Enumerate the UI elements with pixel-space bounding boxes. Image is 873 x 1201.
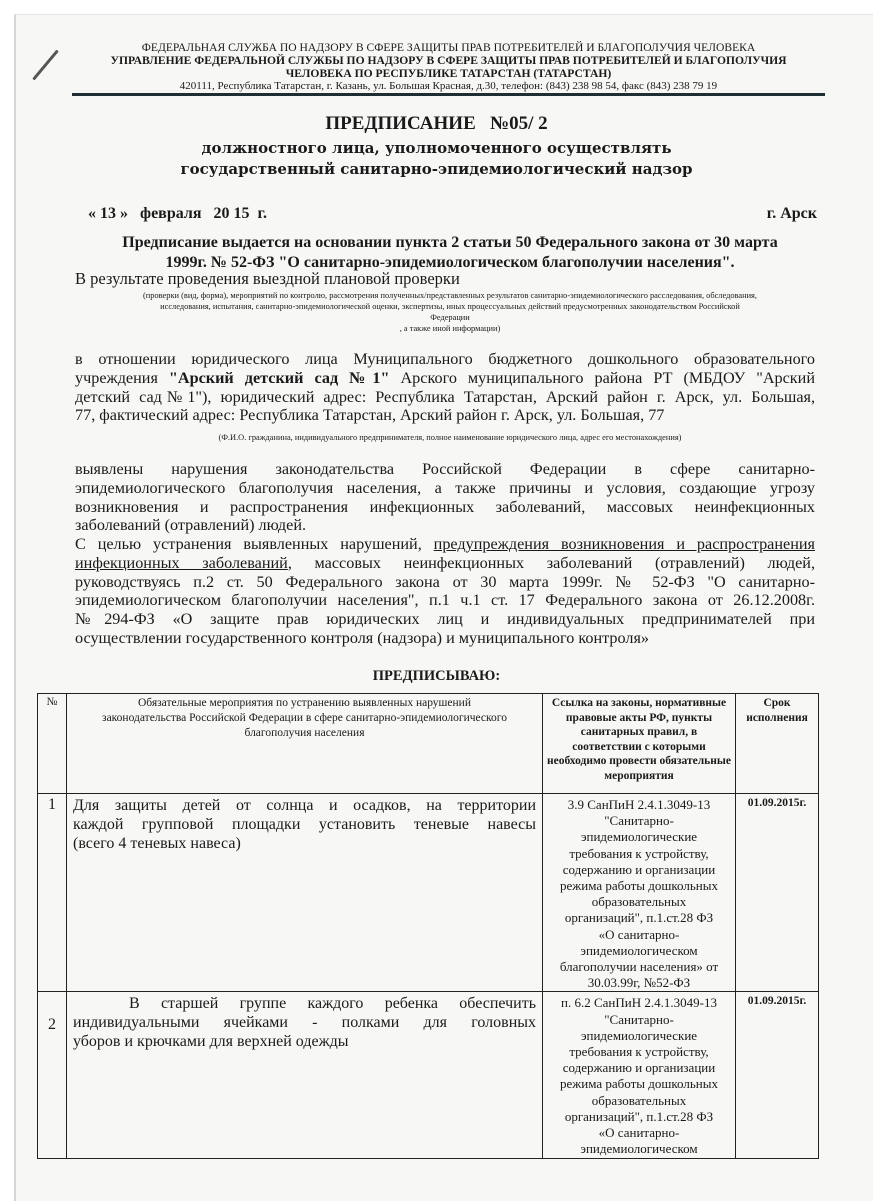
legal-basis-line2: 1999г. № 52-ФЗ "О санитарно-эпидемиологическом благополучии населения".: [165, 254, 735, 271]
reference-line: требования к устройству,: [569, 845, 709, 861]
header-deadline: Срок исполнения: [736, 694, 819, 794]
para-line: [75, 369, 815, 388]
row-deadline: 01.09.2015г.: [736, 992, 819, 1159]
underlined-text: предупреждения возникновения и распространения: [433, 535, 815, 553]
reference-line: образовательных: [591, 894, 687, 910]
reference-line: организаций", п.1.ст.28 ФЗ: [564, 910, 714, 926]
reference-line: образовательных: [591, 1092, 687, 1108]
para-line: возникновения и распространения инфекционных заболеваний, массовых неинфекционных: [75, 497, 815, 516]
note-line: исследования, испытания, санитарно-эпидемиологической оценки, экспертизы, иных процессуальных действий предусмотренных законодательством Российской: [160, 302, 740, 311]
para-line: детский сад№1"), юридический адрес: Республика Татарстан, Арский район г. Арск, ул. Большая,: [75, 387, 815, 406]
table-row: [38, 992, 819, 1159]
reference-line: эпидемиологическом: [580, 942, 698, 958]
para-line: №294-ФЗ «О защите прав юридических лиц и индивидуальных предпринимателей при: [75, 610, 815, 629]
para-line: в отношении юридического лица Муниципального бюджетного дошкольного образовательного: [75, 350, 815, 368]
letterhead-rule: [72, 93, 825, 96]
subject-note: (Ф.И.О. гражданина, индивидуального предпринимателя, полное наименование юридического лица, адрес его местонахождения): [218, 433, 682, 442]
reference-line: требования к устройству,: [569, 1044, 709, 1060]
row-number-text: 2: [48, 1016, 56, 1034]
reference-line: организаций", п.1.ст.28 ФЗ: [564, 1108, 714, 1124]
violations-paragraph: [75, 460, 815, 535]
header-activities: Обязательные мероприятия по устранению выявленных нарушений законодательства Российской Федерации в сфере санитарно-эпидемиологического благополучия населения: [67, 694, 543, 794]
reference-line: «О санитарно-: [598, 1125, 680, 1141]
para-line: заболеваний (отравлений) людей.: [75, 516, 307, 535]
para-line: эпидемиологического благополучия населения, а также причины и условия, создающие угрозу: [75, 478, 815, 497]
text: Арского муниципального района РТ (МБДОУ "Арский: [389, 368, 815, 387]
row-reference: [543, 992, 736, 1159]
reference-line: содержанию и организации: [562, 1060, 716, 1076]
row-number: [38, 992, 67, 1159]
organization-name: "Арский детский сад №1": [168, 368, 390, 387]
reference-line: содержанию и организации: [562, 861, 716, 877]
purpose-paragraph: [75, 535, 815, 648]
activity-line: (всего 4 теневых навеса): [73, 835, 241, 852]
text: С целью устранения выявленных нарушений,: [75, 535, 434, 553]
activity-line: уборов и крючками для верхней одежды: [73, 1033, 349, 1051]
note-line: (проверки (вид, форма), мероприятий по контролю, рассмотрения полученных/представленных результатов санитарно-эпидемиологического расследования, обследования,: [142, 291, 758, 300]
text: , массовых неинфекционных заболеваний (отравлений) людей,: [287, 553, 816, 572]
activity-line: В старшей группе каждого ребенка обеспечить: [129, 995, 536, 1013]
table-header-row: [38, 694, 819, 794]
reference-line: режима работы дошкольных: [560, 1076, 718, 1092]
table-row: [38, 794, 819, 992]
reference-line: эпидемиологические: [580, 1027, 698, 1043]
para-line: [75, 535, 815, 554]
header-number: №: [38, 694, 67, 794]
para-line: осуществлении государственного контроля (надзора) и муниципального контроля»: [75, 628, 650, 647]
text: учреждения: [75, 368, 169, 387]
reference-line: благополучии населения» от: [559, 959, 719, 975]
para-line: руководствуясь п.2 ст. 50 Федерального закона от 30 марта 1999г. № 52-ФЗ "О санитарно-: [75, 572, 815, 591]
document-date: « 13 » февраля 20 15 г.: [88, 205, 267, 222]
reference-line: режима работы дошкольных: [560, 878, 718, 894]
para-line: выявлены нарушения законодательства Российской Федерации в сфере санитарно-: [75, 460, 815, 478]
note-line: Федерации: [430, 313, 470, 322]
reference-line: 30.03.99г, №52-ФЗ: [587, 975, 691, 991]
reference-line: "Санитарно-: [604, 1011, 674, 1027]
document-subtitle-line2: государственный санитарно-эпидемиологический надзор: [180, 160, 693, 178]
reference-line: «О санитарно-: [598, 926, 680, 942]
underlined-text: инфекционных заболеваний: [75, 553, 288, 572]
letterhead-region: ЧЕЛОВЕКА ПО РЕСПУБЛИКЕ ТАТАРСТАН (ТАТАРСТАН): [285, 67, 612, 80]
row-activity: [67, 992, 543, 1159]
activity-line: Для защиты детей от солнца и осадков, на территории: [73, 797, 536, 814]
subject-paragraph: [75, 350, 815, 425]
prescribe-heading: ПРЕДПИСЫВАЮ:: [372, 668, 501, 684]
para-line: эпидемиологическом благополучии населения", п.1 ч.1 ст. 17 Федерального закона от 26.12.2008г.: [75, 591, 815, 610]
row-activity: [67, 794, 543, 992]
reference-line: эпидемиологическом: [580, 1141, 698, 1157]
reference-line: эпидемиологические: [580, 829, 698, 845]
note-line: , а также иной информации): [399, 324, 501, 333]
reference-line: "Санитарно-: [604, 813, 674, 829]
check-type: В результате проведения выездной плановой проверки: [75, 269, 460, 288]
reference-line: 3.9 СанПиН 2.4.1.3049-13: [567, 797, 711, 812]
check-type-note: [75, 290, 825, 334]
header-reference: Ссылка на законы, нормативные правовые акты РФ, пункты санитарных правил, в соответствии с которыми необходимо провести обязательные мероприятия: [543, 694, 736, 794]
measures-table: [37, 693, 819, 1159]
row-deadline: 01.09.2015г.: [736, 794, 819, 992]
row-number: 1: [38, 794, 67, 992]
document-subtitle-line1: должностного лица, уполномоченного осуществлять: [201, 139, 672, 157]
row-reference: [543, 794, 736, 992]
activity-line: каждой групповой площадки установить теневые навесы: [73, 816, 536, 833]
legal-basis-line1: Предписание выдается на основании пункта 2 статьи 50 Федерального закона от 30 марта: [122, 234, 778, 251]
letterhead-address: 420111, Республика Татарстан, г. Казань, ул. Большая Красная, д.30, телефон: (843) 238 98 54, факс (843) 238 79 19: [179, 80, 718, 92]
reference-line: п. 6.2 СанПиН 2.4.1.3049-13: [561, 995, 717, 1011]
legal-basis: [75, 233, 825, 273]
activity-line: индивидуальными ячейками - полками для головных: [73, 1014, 536, 1032]
document-title: ПРЕДПИСАНИЕ №05/ 2: [325, 113, 548, 134]
document-city: г. Арск: [766, 205, 817, 222]
letterhead-department: УПРАВЛЕНИЕ ФЕДЕРАЛЬНОЙ СЛУЖБЫ ПО НАДЗОРУ В СФЕРЕ ЗАЩИТЫ ПРАВ ПОТРЕБИТЕЛЕЙ И БЛАГОПОЛУЧИЯ: [110, 54, 787, 67]
letterhead-agency: ФЕДЕРАЛЬНАЯ СЛУЖБА ПО НАДЗОРУ В СФЕРЕ ЗАЩИТЫ ПРАВ ПОТРЕБИТЕЛЕЙ И БЛАГОПОЛУЧИЯ ЧЕЛОВЕКА: [141, 41, 756, 54]
para-line: [75, 554, 815, 573]
para-line: 77, фактический адрес: Республика Татарстан, Арский район г. Арск, ул. Большая, 77: [75, 406, 665, 425]
